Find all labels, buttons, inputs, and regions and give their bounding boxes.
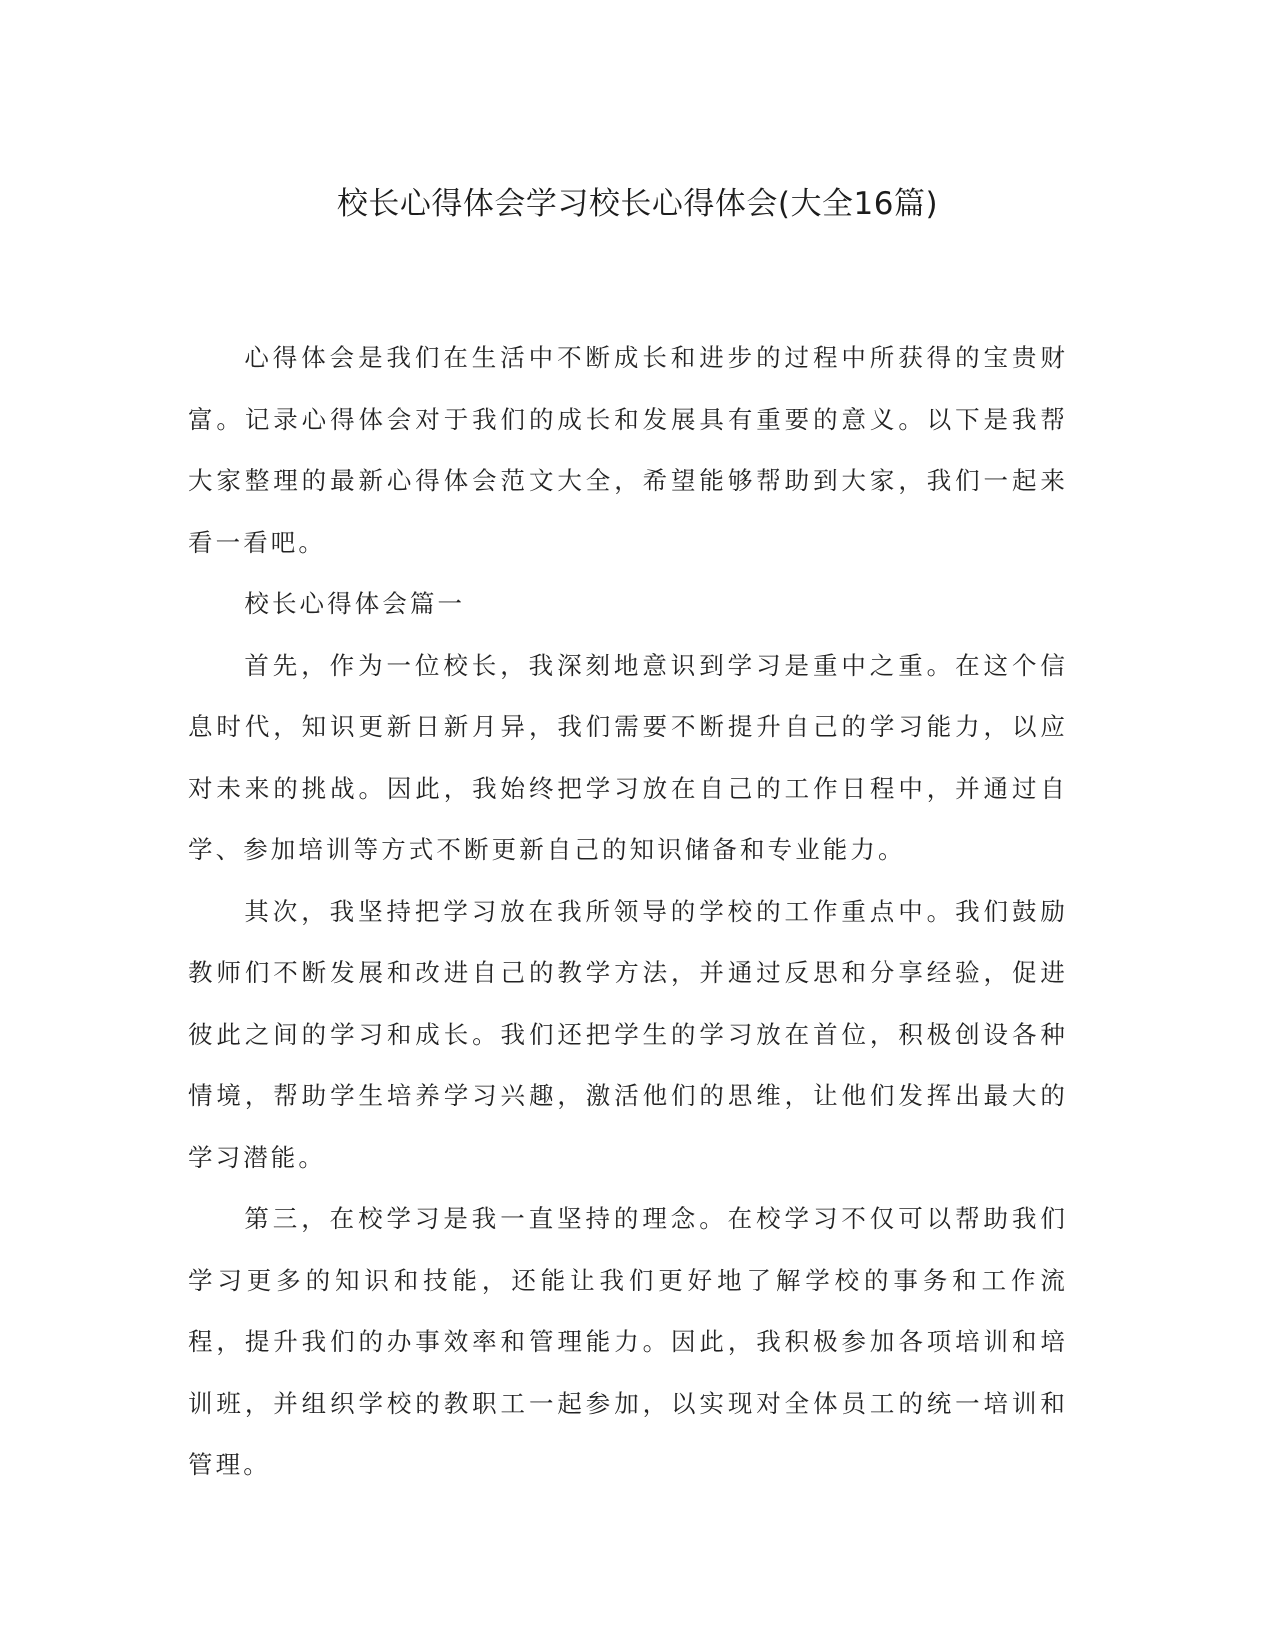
document-title: 校长心得体会学习校长心得体会(大全16篇) (336, 186, 939, 222)
body-paragraph: 其次，我坚持把学习放在我所领导的学校的工作重点中。我们鼓励教师们不断发展和改进自己的教学方法，并通过反思和分享经验，促进彼此之间的学习和成长。我们还把学生的学习放在首位，积极创设各种情境，帮助学生培养学习兴趣，激活他们的思维，让他们发挥出最大的学习潜能。 (188, 896, 1068, 1172)
body-paragraph: 首先，作为一位校长，我深刻地意识到学习是重中之重。在这个信息时代，知识更新日新月异，我们需要不断提升自己的学习能力，以应对未来的挑战。因此，我始终把学习放在自己的工作日程中，并通过自学、参加培训等方式不断更新自己的知识储备和专业能力。 (188, 650, 1068, 864)
intro-paragraph: 心得体会是我们在生活中不断成长和进步的过程中所获得的宝贵财富。记录心得体会对于我们的成长和发展具有重要的意义。以下是我帮大家整理的最新心得体会范文大全，希望能够帮助到大家，我们一起来看一看吧。 (188, 343, 1068, 557)
section-heading: 校长心得体会篇一 (244, 589, 466, 618)
body-paragraph: 第三，在校学习是我一直坚持的理念。在校学习不仅可以帮助我们学习更多的知识和技能，还能让我们更好地了解学校的事务和工作流程，提升我们的办事效率和管理能力。因此，我积极参加各项培训和培训班，并组织学校的教职工一起参加，以实现对全体员工的统一培训和管理。 (188, 1204, 1068, 1479)
document-body (188, 327, 1068, 1496)
